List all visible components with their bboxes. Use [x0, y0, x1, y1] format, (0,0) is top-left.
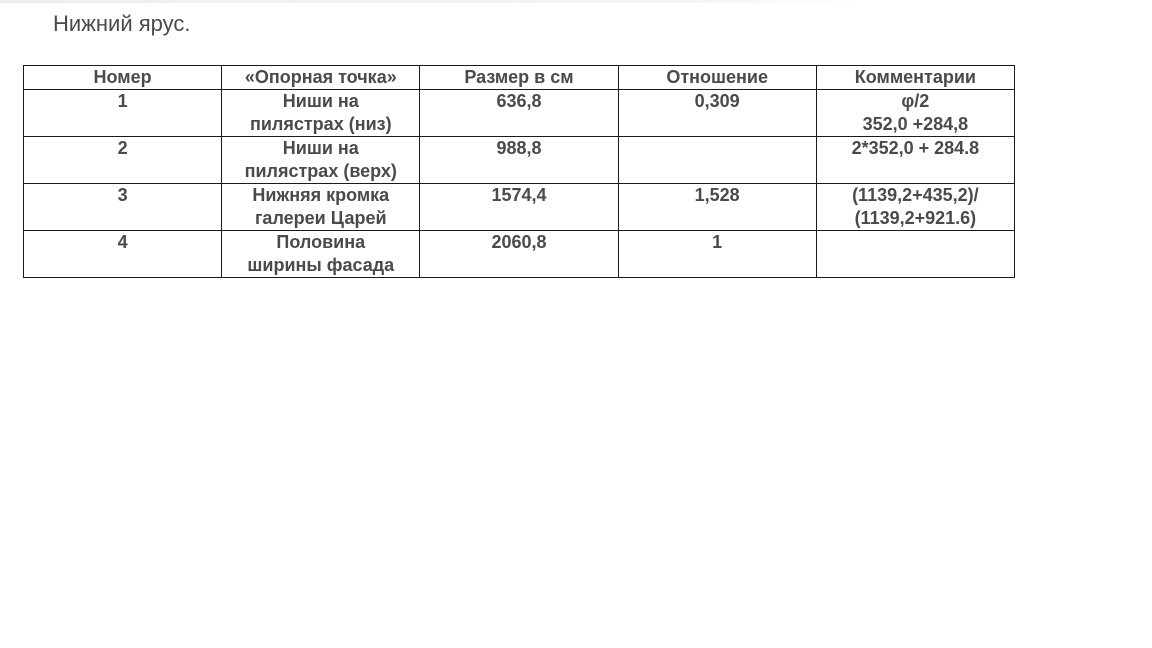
cell-size-cm: 1574,4	[420, 184, 618, 231]
header-size-cm: Размер в см	[420, 66, 618, 90]
cell-comments: (1139,2+435,2)/ (1139,2+921.6)	[816, 184, 1014, 231]
table-row	[24, 184, 1015, 231]
page-heading: Нижний ярус.	[53, 11, 191, 36]
table-row	[24, 137, 1015, 184]
cell-ratio	[618, 137, 816, 184]
table-row	[24, 90, 1015, 137]
cell-reference-point: Половина ширины фасада	[222, 231, 420, 278]
cell-comments: φ/2 352,0 +284,8	[816, 90, 1014, 137]
header-number: Номер	[24, 66, 222, 90]
header-ratio: Отношение	[618, 66, 816, 90]
cell-size-cm: 988,8	[420, 137, 618, 184]
data-table	[23, 65, 1015, 278]
cell-number: 3	[24, 184, 222, 231]
table-header-row	[24, 66, 1015, 90]
cell-reference-point: Нижняя кромка галереи Царей	[222, 184, 420, 231]
cell-reference-point: Ниши на пилястрах (низ)	[222, 90, 420, 137]
cell-ratio: 1	[618, 231, 816, 278]
cell-ratio: 1,528	[618, 184, 816, 231]
cell-comments: 2*352,0 + 284.8	[816, 137, 1014, 184]
cell-number: 4	[24, 231, 222, 278]
header-comments: Комментарии	[816, 66, 1014, 90]
cell-number: 1	[24, 90, 222, 137]
cell-size-cm: 636,8	[420, 90, 618, 137]
table-row	[24, 231, 1015, 278]
cell-comments	[816, 231, 1014, 278]
header-reference-point: «Опорная точка»	[222, 66, 420, 90]
cell-ratio: 0,309	[618, 90, 816, 137]
top-divider	[0, 0, 860, 3]
cell-number: 2	[24, 137, 222, 184]
cell-size-cm: 2060,8	[420, 231, 618, 278]
cell-reference-point: Ниши на пилястрах (верх)	[222, 137, 420, 184]
